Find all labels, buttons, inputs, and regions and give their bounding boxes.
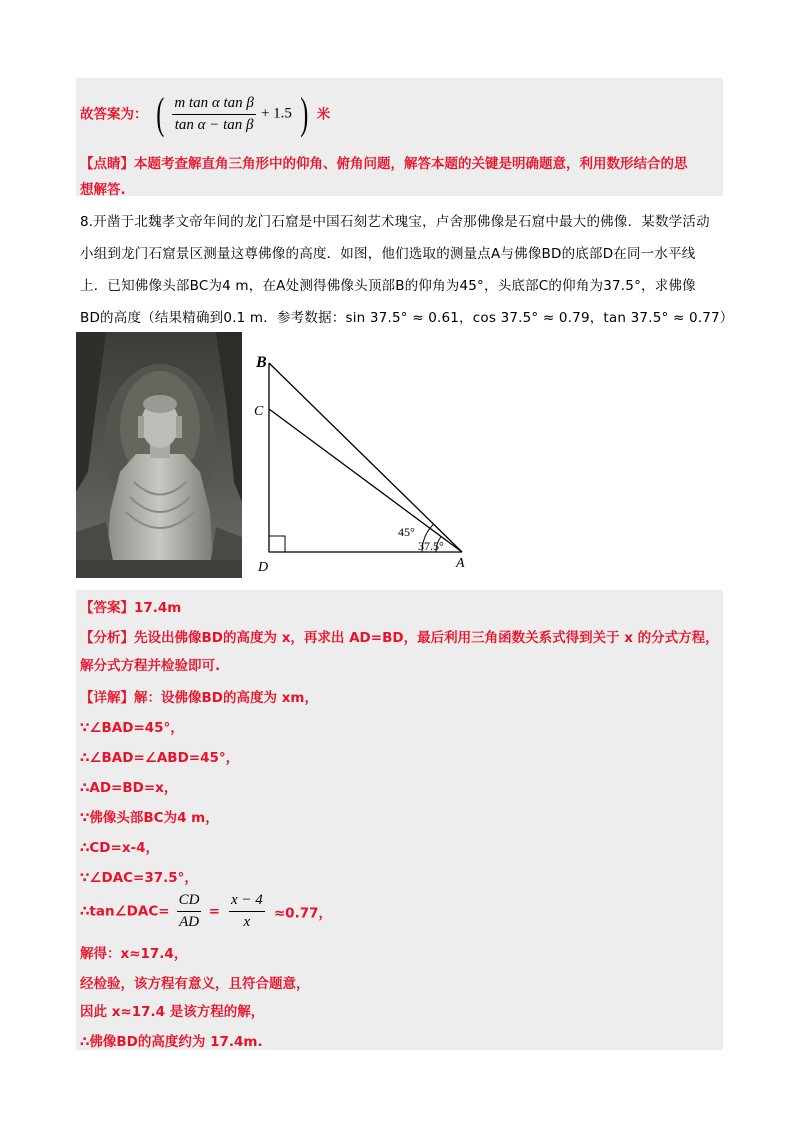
analysis-line-1: 【分析】先设出佛像BD的高度为 x，再求出 AD=BD，最后利用三角函数关系式得到关于 x 的分式方程， bbox=[80, 630, 719, 646]
question-line-3: 上．已知佛像头部BC为4 m，在A处测得佛像头顶部B的仰角为45°，头底部C的仰角为37.5°，求佛像 bbox=[80, 278, 696, 294]
step-2: ∴∠BAD=∠ABD=45°， bbox=[80, 750, 240, 766]
right-paren: ) bbox=[300, 89, 309, 138]
tan-prefix: ∴tan∠DAC= bbox=[80, 903, 170, 920]
answer-plus-term: + 1.5 bbox=[260, 105, 292, 122]
fraction-cd: CD bbox=[177, 892, 202, 912]
equals-sign: = bbox=[208, 903, 220, 920]
step-9: 经检验，该方程有意义，且符合题意， bbox=[80, 976, 310, 992]
step-11: ∴佛像BD的高度约为 17.4m. bbox=[80, 1034, 263, 1050]
fraction-x-minus-4 bbox=[229, 892, 265, 931]
answer-unit: 米 bbox=[316, 106, 331, 123]
right-angle-marker bbox=[269, 536, 285, 552]
step-7 bbox=[80, 892, 332, 931]
fraction-numerator: m tan α tan β bbox=[172, 95, 256, 115]
approx-value: ≈0.77， bbox=[273, 905, 332, 922]
step-6: ∵∠DAC=37.5°， bbox=[80, 870, 198, 886]
step-10: 因此 x≈17.4 是该方程的解， bbox=[80, 1004, 265, 1020]
question-line-4: BD的高度（结果精确到0.1 m．参考数据：sin 37.5° ≈ 0.61，cos 37.5° ≈ 0.79，tan 37.5° ≈ 0.77） bbox=[80, 310, 734, 326]
question-line-1: 8.开凿于北魏孝文帝年间的龙门石窟是中国石刻艺术瑰宝，卢舍那佛像是石窟中最大的佛像．某数学活动 bbox=[80, 214, 710, 230]
step-4: ∵佛像头部BC为4 m， bbox=[80, 810, 219, 826]
detail-line: 【详解】解：设佛像BD的高度为 xm， bbox=[80, 690, 318, 706]
segment-ca bbox=[269, 409, 462, 552]
comment-line-2: 想解答. bbox=[80, 182, 126, 198]
fraction-ad: AD bbox=[179, 914, 200, 930]
answer-prefix: 故答案为： bbox=[80, 106, 148, 123]
answer-line: 【答案】17.4m bbox=[80, 600, 182, 616]
label-b: B bbox=[256, 354, 267, 371]
fraction-cd-ad bbox=[177, 892, 202, 931]
question-line-2: 小组到龙门石窟景区测量这尊佛像的高度．如图，他们选取的测量点A与佛像BD的底部D在同一水平线 bbox=[80, 246, 696, 262]
step-3: ∴AD=BD=x， bbox=[80, 780, 178, 796]
triangle-diagram bbox=[250, 345, 480, 585]
label-c: C bbox=[254, 404, 264, 419]
label-d: D bbox=[258, 560, 269, 575]
step-8: 解得：x≈17.4， bbox=[80, 946, 188, 962]
previous-answer-line bbox=[80, 89, 331, 138]
label-angle-375: 37.5° bbox=[418, 539, 444, 553]
comment-line-1: 【点睛】本题考查解直角三角形中的仰角、俯角问题，解答本题的关键是明确题意，利用数形结合的思 bbox=[80, 156, 688, 172]
fraction-denominator: tan α − tan β bbox=[174, 116, 254, 133]
label-angle-45: 45° bbox=[398, 525, 415, 539]
label-a: A bbox=[456, 556, 465, 571]
step-5: ∴CD=x-4， bbox=[80, 840, 160, 856]
answer-fraction bbox=[172, 95, 256, 134]
answer-block bbox=[76, 590, 723, 1050]
previous-answer-block bbox=[76, 78, 723, 196]
left-paren: ( bbox=[155, 89, 164, 138]
fraction-x4-num: x − 4 bbox=[229, 892, 265, 912]
fraction-x-den: x bbox=[243, 914, 251, 930]
step-1: ∵∠BAD=45°， bbox=[80, 720, 184, 736]
analysis-line-2: 解分式方程并检验即可. bbox=[80, 658, 221, 674]
segment-ba bbox=[269, 363, 462, 552]
buddha-statue-photo bbox=[76, 332, 242, 578]
